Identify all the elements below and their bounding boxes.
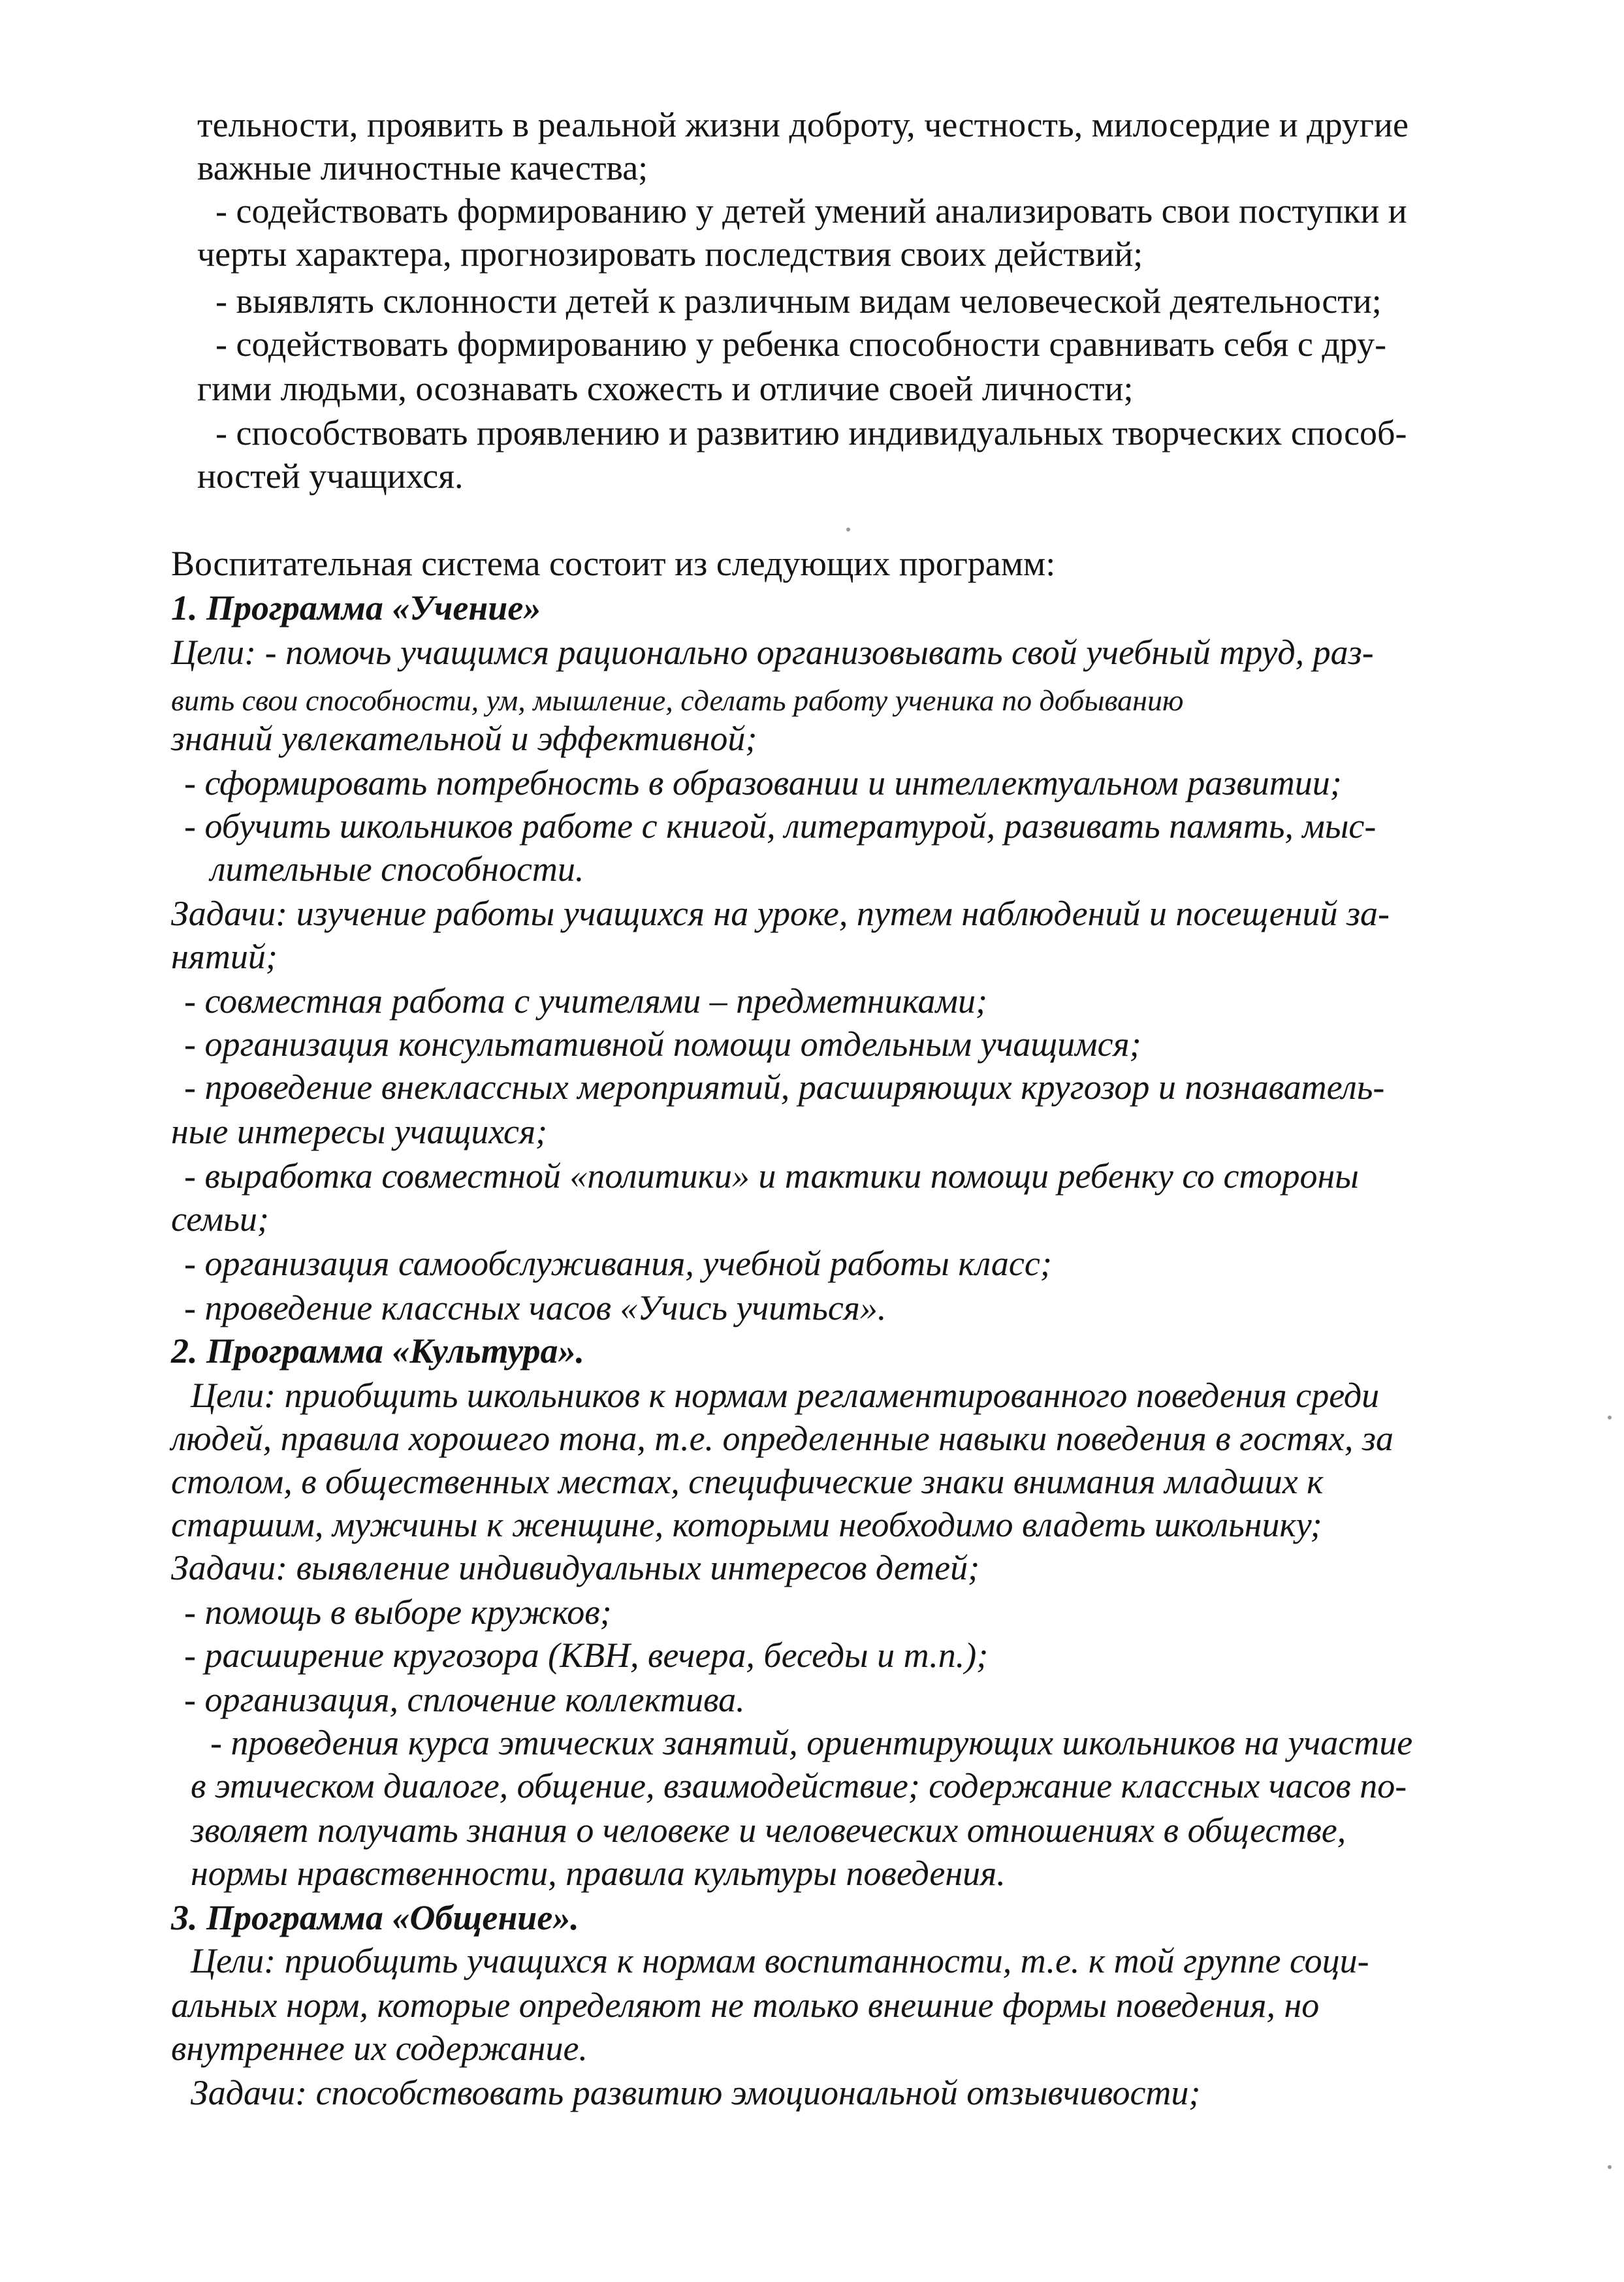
program3-line: Задачи: способствовать развитию эмоциональной отзывчивости; xyxy=(191,2073,1201,2112)
program3-line: внутреннее их содержание. xyxy=(171,2029,588,2068)
intro-line: - содействовать формированию у ребенка способности сравнивать себя с дру- xyxy=(215,325,1387,364)
program1-line: - проведение внеклассных мероприятий, расширяющих кругозор и познаватель- xyxy=(184,1068,1385,1107)
program2-line: - организация, сплочение коллектива. xyxy=(184,1680,745,1719)
program2-line: в этическом диалоге, общение, взаимодействие; содержание классных часов по- xyxy=(191,1766,1407,1805)
scan-speck xyxy=(1608,1416,1612,1419)
program1-line: ные интересы учащихся; xyxy=(171,1112,548,1151)
program1-line: - обучить школьников работе с книгой, литературой, развивать память, мыс- xyxy=(184,806,1377,846)
program2-line: зволяет получать знания о человеке и человеческих отношениях в обществе, xyxy=(191,1811,1346,1850)
program2-line: Задачи: выявление индивидуальных интересов детей; xyxy=(171,1548,980,1587)
intro-line: черты характера, прогнозировать последствия своих действий; xyxy=(197,234,1143,274)
program1-line: - совместная работа с учителями – предметниками; xyxy=(184,981,987,1021)
program2-line: - расширение кругозора (КВН, вечера, беседы и т.п.); xyxy=(184,1636,989,1675)
intro-line: гими людьми, осознавать схожесть и отличие своей личности; xyxy=(197,369,1134,408)
program1-line: - сформировать потребность в образовании и интеллектуальном развитии; xyxy=(184,763,1342,802)
program1-line: Цели: - помочь учащимся рационально организовывать свой учебный труд, раз- xyxy=(171,633,1374,672)
scan-speck xyxy=(846,528,850,531)
program3-title: 3. Программа «Общение». xyxy=(171,1898,579,1937)
program1-line: нятий; xyxy=(171,937,278,976)
intro-line: - выявлять склонности детей к различным видам человеческой деятельности; xyxy=(215,281,1382,321)
program1-line: вить свои способности, ум, мышление, сделать работу ученика по добыванию xyxy=(171,684,1184,717)
program1-line: - организация самообслуживания, учебной работы класс; xyxy=(184,1244,1052,1283)
intro-line: ностей учащихся. xyxy=(197,456,464,496)
program2-line: людей, правила хорошего тона, т.е. определенные навыки поведения в гостях, за xyxy=(171,1419,1393,1458)
intro-line: - способствовать проявлению и развитию индивидуальных творческих способ- xyxy=(215,413,1407,452)
program1-line: Задачи: изучение работы учащихся на уроке, путем наблюдений и посещений за- xyxy=(171,894,1390,933)
program1-title: 1. Программа «Учение» xyxy=(171,588,541,627)
scan-speck xyxy=(1608,2165,1612,2169)
program2-line: - проведения курса этических занятий, ориентирующих школьников на участие xyxy=(210,1723,1413,1762)
program3-line: Цели: приобщить учащихся к нормам воспитанности, т.е. к той группе соци- xyxy=(191,1941,1369,1980)
program2-title: 2. Программа «Культура». xyxy=(171,1331,585,1371)
program1-line: - проведение классных часов «Учись учиться». xyxy=(184,1288,887,1327)
program1-line: - выработка совместной «политики» и тактики помощи ребенку со стороны xyxy=(184,1156,1359,1196)
program1-line: семьи; xyxy=(171,1199,269,1239)
program1-line: лительные способности. xyxy=(210,849,584,889)
intro-line: важные личностные качества; xyxy=(197,148,648,187)
program2-line: нормы нравственности, правила культуры поведения. xyxy=(191,1854,1006,1893)
intro-line: тельности, проявить в реальной жизни доброту, честность, милосердие и другие xyxy=(197,105,1409,144)
program2-line: - помощь в выборе кружков; xyxy=(184,1593,612,1632)
program2-line: столом, в общественных местах, специфические знаки внимания младших к xyxy=(171,1462,1324,1501)
system-intro: Воспитательная система состоит из следующих программ: xyxy=(171,544,1056,583)
program2-line: старшим, мужчины к женщине, которыми необходимо владеть школьнику; xyxy=(171,1505,1322,1544)
program2-line: Цели: приобщить школьников к нормам регламентированного поведения среди xyxy=(191,1376,1380,1415)
program3-line: альных норм, которые определяют не только внешние формы поведения, но xyxy=(171,1986,1320,2025)
intro-line: - содействовать формированию у детей умений анализировать свои поступки и xyxy=(215,191,1407,230)
program1-line: знаний увлекательной и эффективной; xyxy=(171,719,757,758)
program1-line: - организация консультативной помощи отдельным учащимся; xyxy=(184,1024,1141,1064)
